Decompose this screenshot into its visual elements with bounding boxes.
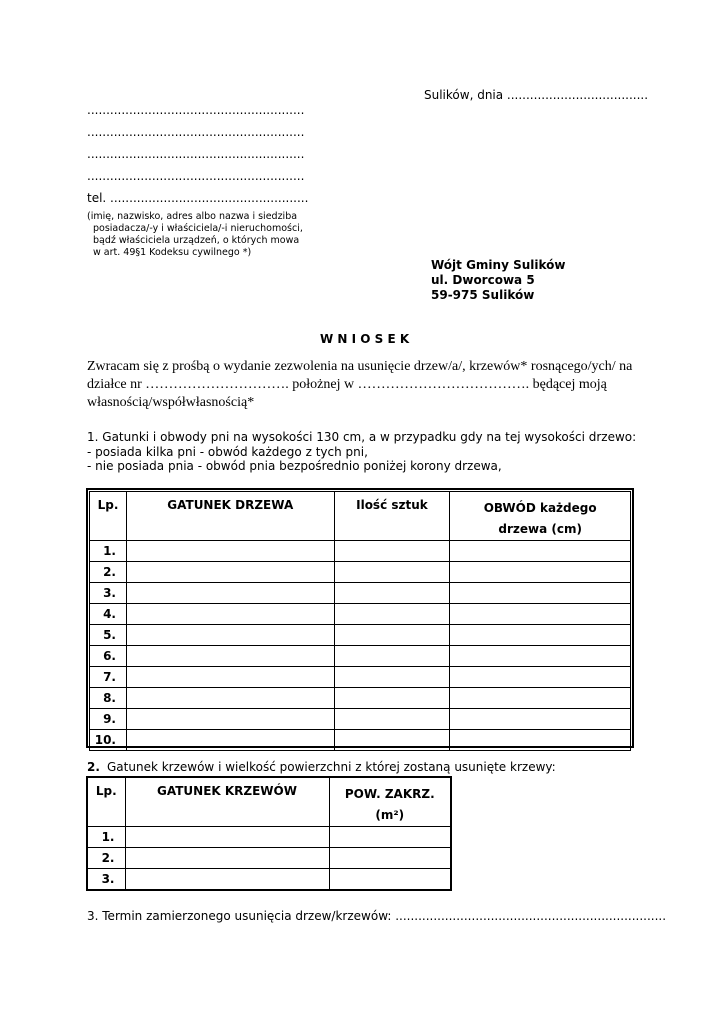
circumference-cell[interactable] (450, 583, 631, 604)
count-cell[interactable] (334, 688, 450, 709)
place-date-line[interactable]: Sulików, dnia ..................................... (424, 88, 649, 102)
section2-heading: Gatunek krzewów i wielkość powierzchni z której zostaną usunięte krzewy: (107, 760, 556, 774)
sender-line-1[interactable]: ......................................................... (87, 103, 305, 117)
sender-note-2: posiadacza/-y i właściciela/-i nieruchomości, (93, 223, 303, 234)
col-header-lp: Lp. (87, 777, 125, 827)
col-header-area-line2: (m²) (375, 808, 405, 822)
sender-note-1: (imię, nazwisko, adres albo nazwa i siedziba (87, 211, 298, 222)
col-header-circumference-line2: drzewa (cm) (498, 522, 582, 536)
col-header-area (329, 777, 451, 827)
recipient-name: Wójt Gminy Sulików (431, 258, 566, 272)
sender-line-3[interactable]: ......................................................... (87, 147, 305, 161)
col-header-species: GATUNEK DRZEWA (126, 492, 334, 541)
circumference-cell[interactable] (450, 730, 631, 751)
request-line-3: własnością/współwłasnością* (87, 395, 255, 410)
count-cell[interactable] (334, 604, 450, 625)
circumference-cell[interactable] (450, 688, 631, 709)
row-number: 8. (90, 688, 127, 709)
table-row (90, 646, 631, 667)
table-row (90, 688, 631, 709)
species-cell[interactable] (126, 688, 334, 709)
request-line-1: Zwracam się z prośbą o wydanie zezwolenia na usunięcie drzew/a/, krzewów* rosnącego/ych/ na (87, 359, 633, 374)
row-number: 5. (90, 625, 127, 646)
shrub-species-cell[interactable] (125, 848, 329, 869)
count-cell[interactable] (334, 730, 450, 751)
trees-table-frame (86, 488, 634, 748)
species-cell[interactable] (126, 730, 334, 751)
circumference-cell[interactable] (450, 709, 631, 730)
shrub-species-cell[interactable] (125, 869, 329, 890)
trees-table-header (90, 492, 631, 541)
col-header-shrub-species: GATUNEK KRZEWÓW (125, 777, 329, 827)
col-header-count: Ilość sztuk (334, 492, 450, 541)
species-cell[interactable] (126, 646, 334, 667)
table-row (87, 827, 451, 848)
species-cell[interactable] (126, 667, 334, 688)
count-cell[interactable] (334, 625, 450, 646)
section1-line-2: - posiada kilka pni - obwód każdego z tych pni, (87, 445, 368, 459)
col-header-circumference (450, 492, 631, 541)
species-cell[interactable] (126, 583, 334, 604)
section3-removal-date[interactable]: 3. Termin zamierzonego usunięcia drzew/krzewów: ....................................................................... (87, 909, 667, 923)
area-cell[interactable] (329, 827, 451, 848)
col-header-area-line1: POW. ZAKRZ. (344, 787, 435, 801)
section2-number: 2. (87, 760, 100, 774)
circumference-cell[interactable] (450, 667, 631, 688)
section1-line-3: - nie posiada pnia - obwód pnia bezpośrednio poniżej korony drzewa, (87, 459, 502, 473)
row-number: 4. (90, 604, 127, 625)
shrub-species-cell[interactable] (125, 827, 329, 848)
document-title: W N I O S E K (320, 332, 410, 346)
count-cell[interactable] (334, 667, 450, 688)
shrubs-table (86, 776, 452, 891)
trees-table (89, 491, 631, 751)
area-cell[interactable] (329, 869, 451, 890)
sender-line-2[interactable]: ......................................................... (87, 125, 305, 139)
circumference-cell[interactable] (450, 562, 631, 583)
area-cell[interactable] (329, 848, 451, 869)
row-number: 2. (87, 848, 125, 869)
circumference-cell[interactable] (450, 646, 631, 667)
sender-line-4[interactable]: ......................................................... (87, 169, 305, 183)
species-cell[interactable] (126, 604, 334, 625)
species-cell[interactable] (126, 562, 334, 583)
row-number: 9. (90, 709, 127, 730)
table-row (90, 730, 631, 751)
row-number: 10. (90, 730, 127, 751)
table-row (90, 625, 631, 646)
request-line-2[interactable]: działce nr …………………………. położnej w ………………………………. będącej moją (87, 377, 607, 392)
row-number: 2. (90, 562, 127, 583)
table-row (90, 562, 631, 583)
shrubs-table-header (87, 777, 451, 827)
table-row (87, 848, 451, 869)
col-header-lp: Lp. (90, 492, 127, 541)
species-cell[interactable] (126, 541, 334, 562)
sender-note-3: bądź właściciela urządzeń, o których mowa (93, 235, 300, 246)
row-number: 1. (87, 827, 125, 848)
col-header-circumference-line1: OBWÓD każdego (483, 501, 597, 515)
count-cell[interactable] (334, 709, 450, 730)
table-row (90, 604, 631, 625)
row-number: 6. (90, 646, 127, 667)
recipient-street: ul. Dworcowa 5 (431, 273, 535, 287)
circumference-cell[interactable] (450, 604, 631, 625)
count-cell[interactable] (334, 541, 450, 562)
count-cell[interactable] (334, 646, 450, 667)
section1-heading: 1. Gatunki i obwody pni na wysokości 130 cm, a w przypadku gdy na tej wysokości drzewo: (87, 430, 637, 444)
circumference-cell[interactable] (450, 541, 631, 562)
table-row (90, 667, 631, 688)
row-number: 3. (87, 869, 125, 890)
row-number: 3. (90, 583, 127, 604)
table-row (90, 583, 631, 604)
recipient-city: 59-975 Sulików (431, 288, 535, 302)
table-row (87, 869, 451, 890)
row-number: 1. (90, 541, 127, 562)
table-row (90, 709, 631, 730)
count-cell[interactable] (334, 583, 450, 604)
sender-note-4: w art. 49§1 Kodeksu cywilnego *) (93, 247, 252, 258)
species-cell[interactable] (126, 625, 334, 646)
count-cell[interactable] (334, 562, 450, 583)
table-row (90, 541, 631, 562)
row-number: 7. (90, 667, 127, 688)
species-cell[interactable] (126, 709, 334, 730)
tel-line[interactable]: tel. .................................................... (87, 191, 309, 205)
circumference-cell[interactable] (450, 625, 631, 646)
